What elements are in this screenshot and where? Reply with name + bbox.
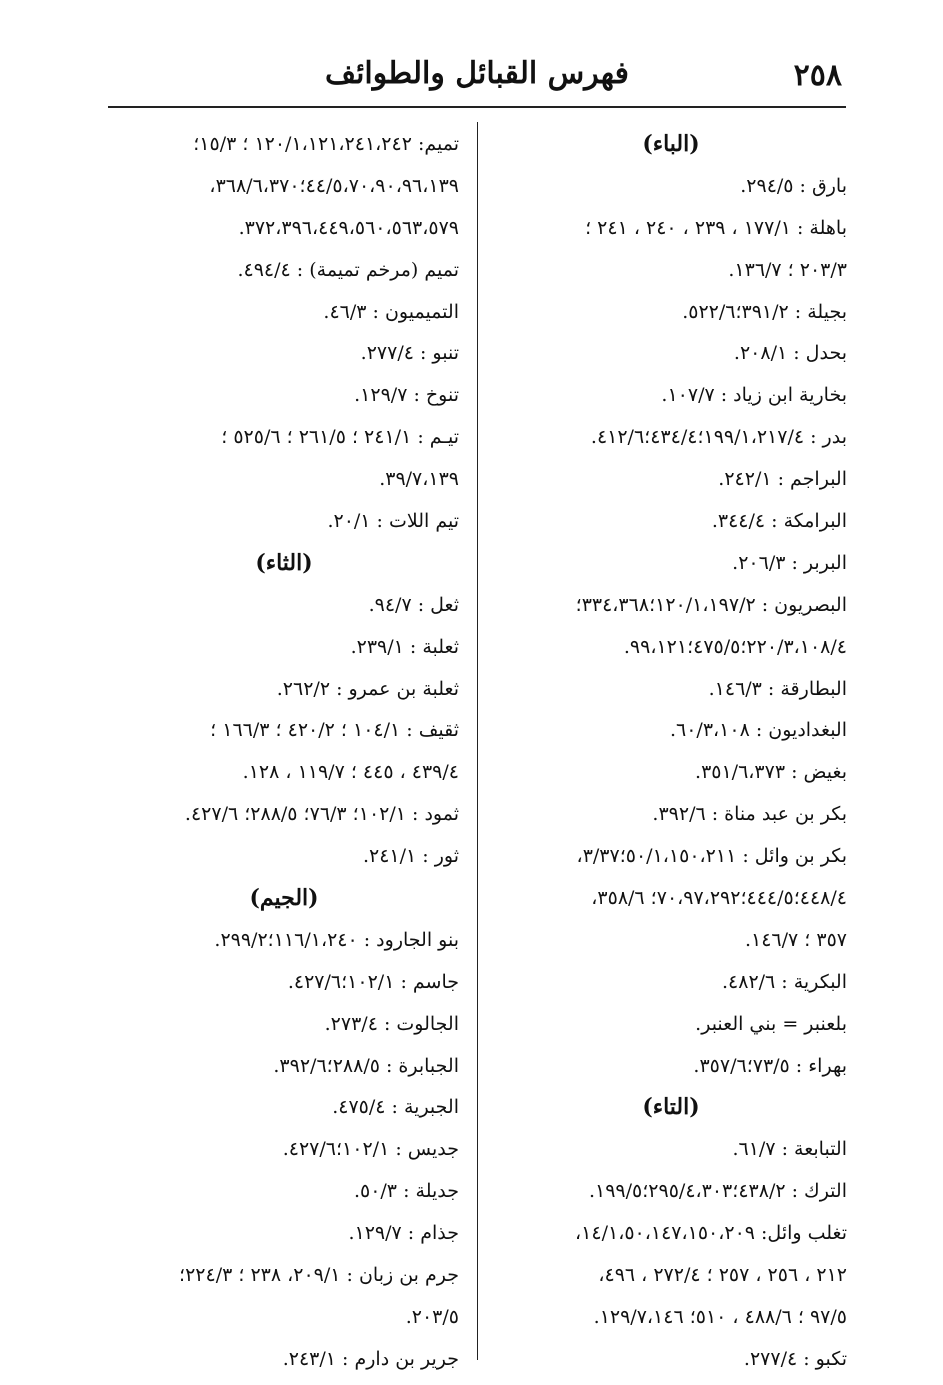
index-entry-line: الترك : ٤٣٨/٢؛٢٩٥/٤،٣٠٣؛١٩٩/٥. [588,1180,847,1203]
index-entry-line: جذام : ١٢٩/٧. [348,1222,459,1245]
index-entry-line: بخارية ابن زياد : ١٠٧/٧. [661,384,847,407]
index-entry-line: ٣٩/٧،١٣٩. [379,468,459,491]
index-entry-line: تميم: ١٢٠/١،١٢١،٢٤١،٢٤٢ ؛ ١٥/٣؛ [193,133,459,155]
index-entry-line: تنبو : ٢٧٧/٤. [360,342,459,365]
index-entry-line: ٣٧٢،٣٩٦،٤٤٩،٥٦٠،٥٦٣،٥٧٩. [238,216,459,239]
index-entry-line: جاسم : ١٠٢/١؛٤٢٧/٦. [287,970,459,993]
header-rule [108,106,846,108]
index-entry-line: التميميون : ٤٦/٣. [323,300,459,323]
section-heading: (الباء) [642,131,700,157]
index-entry-line: جديس : ١٠٢/١؛٤٢٧/٦. [282,1138,459,1161]
left-column [109,124,459,1381]
index-entry-line: بارق : ٢٩٤/٥. [740,174,847,197]
index-entry-line: ثعلبة بن عمرو : ٢٦٢/٢. [276,677,459,700]
section-heading: (الثاء) [255,549,313,576]
index-entry-line: التبابعة : ٦١/٧. [732,1138,847,1161]
index-entry-line: ثقيف : ١٠٤/١ ؛ ٤٢٠/٢ ؛ ١٦٦/٣ ؛ [210,719,459,742]
index-entry-line: الجالوت : ٢٧٣/٤. [324,1012,459,1035]
index-entry-line: بغيض : ٣٥١/٦،٣٧٣. [695,761,847,784]
index-entry-line: البطارقة : ١٤٦/٣. [708,677,847,700]
index-entry-line: بدر : ١٩٩/١،٢١٧/٤؛٤٣٤/٤؛٤١٢/٦. [590,426,847,449]
index-entry-line: ٤٤/٥،٧٠،٩٠،٩٦،١٣٩؛٣٦٨/٦،٣٧٠، [209,174,459,197]
index-entry-line: ٤٣٩/٤ ، ٤٤٥ ؛ ١١٩/٧ ، ١٢٨. [242,761,459,784]
index-entry-line: البصريون : ١٢٠/١،١٩٧/٢؛٣٣٤،٣٦٨؛ [575,593,847,616]
running-title: فهرس القبائل والطوائف [325,56,629,91]
index-entry-line: بكر بن وائل : ٥٠/١،١٥٠،٢١١؛٣/٣٧، [576,845,847,868]
index-entry-line: ثعل : ٩٤/٧. [368,593,459,616]
index-entry-line: البكرية : ٤٨٢/٦. [721,970,847,993]
index-entry-line: جرم بن زبان : ٢٠٩/١، ٢٣٨ ؛ ٢٢٤/٣؛ [179,1264,459,1287]
index-entry-line: بهراء : ٧٣/٥؛٣٥٧/٦. [693,1054,847,1077]
index-entry-line: تغلب وائل: ١٤/١،٥٠،١٤٧،١٥٠،٢٠٩، [575,1222,847,1245]
column-divider [477,122,478,1360]
index-entry-line: ٤٤٨/٤؛٤٤٤/٥؛٧٠،٩٧،٢٩٢؛ ٣٥٨/٦، [591,887,847,910]
index-entry-line: بجيلة : ٣٩١/٢؛٥٢٢/٦. [682,300,847,323]
index-entry-line: ثمود : ١٠٢/١؛ ٧٦/٣؛ ٢٨٨/٥؛ ٤٢٧/٦. [184,803,459,826]
index-entry-line: جديلة : ٥٠/٣. [353,1180,459,1203]
index-entry-line: البغداديون : ٦٠/٣،١٠٨. [669,719,847,742]
index-entry-line: ٢٠٣/٣ ؛ ١٣٦/٧. [728,258,847,281]
index-entry-line: البراجم : ٢٤٢/١. [718,468,847,491]
index-entry-line: البرامكة : ٣٤٤/٤. [711,510,847,533]
page-header [108,56,846,104]
index-entry-line: البربر : ٢٠٦/٣. [732,551,847,574]
index-entry-line: بكر بن عبد مناة : ٣٩٢/٦. [652,803,847,826]
page-number: ٢٥٨ [793,58,842,93]
index-entry-line: تكبو : ٢٧٧/٤. [743,1347,847,1370]
index-entry-line: ثعلبة : ٢٣٩/١. [350,635,459,658]
index-entry-line: بنو الجارود : ١١٦/١،٢٤٠؛٢٩٩/٢. [214,928,459,951]
index-entry-line: بحدل : ٢٠٨/١. [733,342,847,365]
section-heading: (الجيم) [249,885,319,912]
index-entry-line: باهلة : ١٧٧/١ ، ٢٣٩ ، ٢٤٠ ، ٢٤١ ؛ [585,216,847,239]
index-entry-line: تميم (مرخم تميمة) : ٤٩٤/٤. [237,258,459,281]
index-entry-line: جرير بن دارم : ٢٤٣/١. [282,1347,459,1370]
index-entry-line: ٢١٢ ، ٢٥٦ ، ٢٥٧ ؛ ٢٧٢/٤ ، ٤٩٦، [598,1264,847,1287]
index-entry-line: ٩٧/٥ ؛ ٤٨٨/٦ ، ٥١٠؛ ١٢٩/٧،١٤٦. [593,1305,847,1328]
index-entry-line: بلعنبر = بني العنبر. [695,1012,847,1035]
index-entry-line: الجبرية : ٤٧٥/٤. [332,1096,459,1119]
index-entry-line: ٢٢٠/٣،١٠٨/٤؛٤٧٥/٥؛٩٩،١٢١. [623,635,847,658]
index-entry-line: تيـم : ٢٤١/١ ؛ ٢٦١/٥ ؛ ٥٢٥/٦ ؛ [221,426,459,449]
index-entry-line: الجبابرة : ٢٨٨/٥؛٣٩٢/٦. [273,1054,459,1077]
index-entry-line: تيم اللات : ٢٠/١. [327,510,459,533]
right-column [495,124,847,1381]
index-entry-line: ٢٠٣/٥. [405,1305,459,1328]
section-heading: (التاء) [642,1094,700,1121]
index-entry-line: ٣٥٧ ؛ ١٤٦/٧. [744,928,847,951]
index-entry-line: تنوخ : ١٢٩/٧. [354,384,459,407]
index-entry-line: ثور : ٢٤١/١. [362,845,459,868]
